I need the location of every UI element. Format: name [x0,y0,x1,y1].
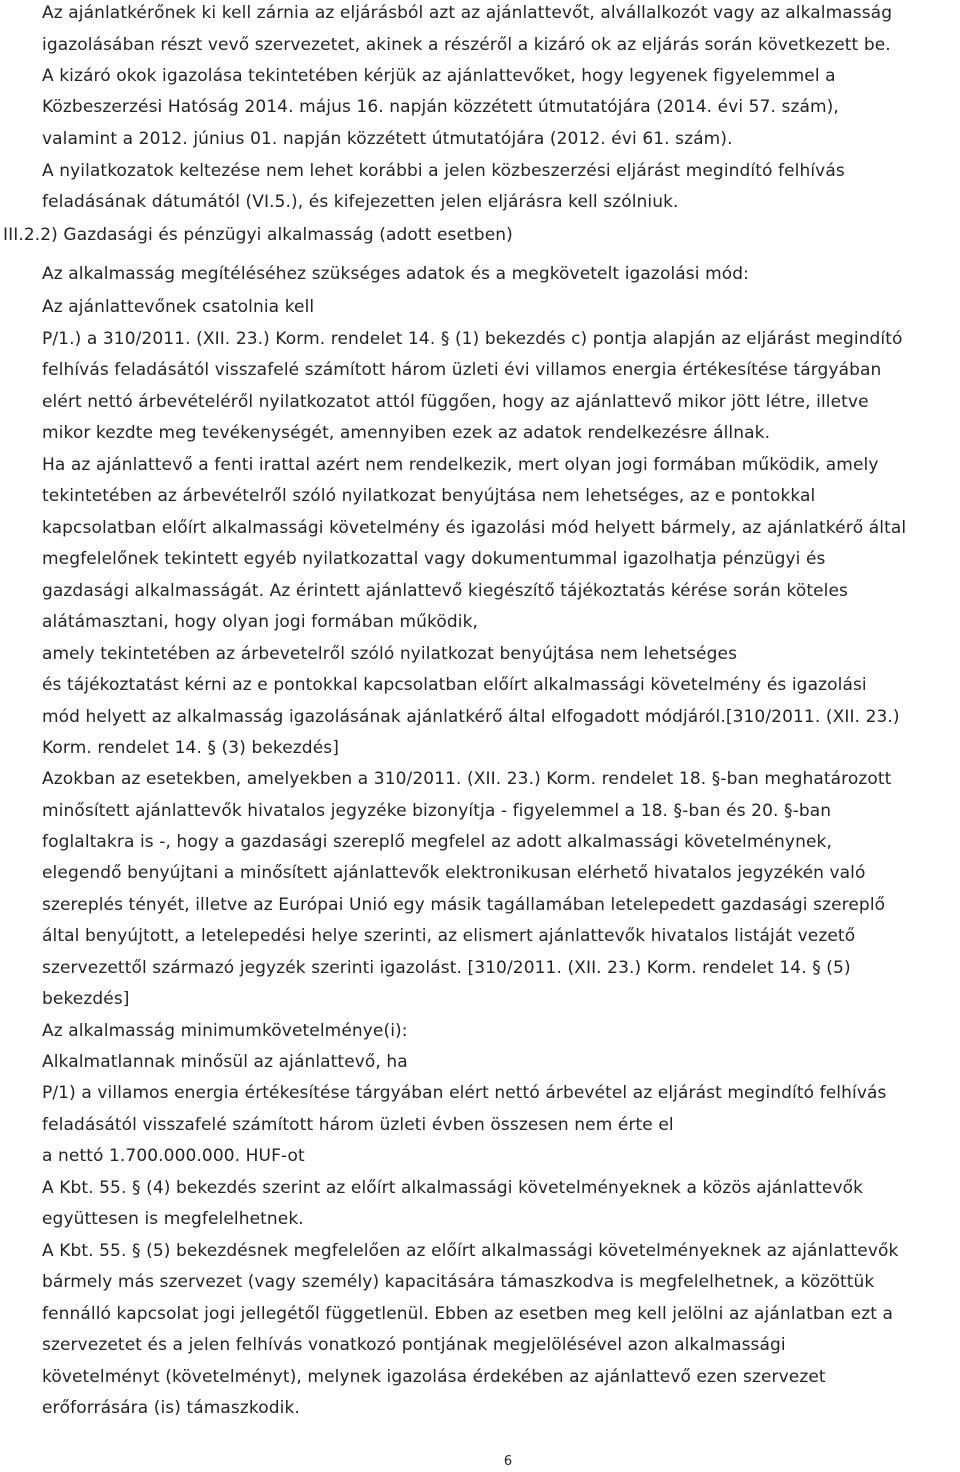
page-number: 6 [503,1454,513,1469]
text-line: feladásának dátumától (VI.5.), és kifejezetten jelen eljárásra kell szólniuk. [42,192,679,212]
text-line: Az alkalmasság minimumkövetelménye(i): [42,1021,408,1041]
text-line: felhívás feladásától visszafelé számított három üzleti évi villamos energia értékesítése tárgyában [42,360,882,380]
text-line: foglaltakra is -, hogy a gazdasági szereplő megfelel az adott alkalmassági követelménynek, [42,832,832,852]
text-line: Az alkalmasság megítéléséhez szükséges adatok és a megkövetelt igazolási mód: [42,264,749,284]
text-line: erőforrására (is) támaszkodik. [42,1398,300,1418]
text-line: A Kbt. 55. § (5) bekezdésnek megfelelően az előírt alkalmassági követelményeknek az ajánlattevők [42,1241,899,1261]
text-line: elegendő benyújtani a minősített ajánlattevők elektronikusan elérhető hivatalos jegyzékén való [42,863,866,883]
text-line: Az ajánlatkérőnek ki kell zárnia az eljárásból azt az ajánlattevőt, alvállalkozót vagy az alkalmasság [42,3,893,23]
text-line: által benyújtott, a letelepedési helye szerinti, az elismert ajánlattevők hivatalos listáját vezető [42,926,856,946]
text-line: Közbeszerzési Hatóság 2014. május 16. napján közzétett útmutatójára (2014. évi 57. szám), [42,97,839,117]
text-line: Ha az ajánlattevő a fenti irattal azért nem rendelkezik, mert olyan jogi formában működik, amely [42,455,879,475]
text-line: megfelelőnek tekintett egyéb nyilatkozattal vagy dokumentummal igazolhatja pénzügyi és [42,549,826,569]
text-line: mód helyett az alkalmasság igazolásának ajánlatkérő által elfogadott módjáról.[310/2011. (XII. 23.) [42,707,900,727]
text-line: Alkalmatlannak minősül az ajánlattevő, ha [42,1052,408,1072]
text-line: szervezettől származó jegyzék szerinti igazolást. [310/2011. (XII. 23.) Korm. rendelet 14. § (5) [42,958,851,978]
text-line: fennálló kapcsolat jogi jellegétől függetlenül. Ebben az esetben meg kell jelölni az ajánlatban ezt a [42,1304,894,1324]
text-line: Az ajánlattevőnek csatolnia kell [42,297,315,317]
text-line: gazdasági alkalmasságát. Az érintett ajánlattevő kiegészítő tájékoztatás kérése során köteles [42,581,848,601]
text-line: P/1.) a 310/2011. (XII. 23.) Korm. rendelet 14. § (1) bekezdés c) pontja alapján az eljárást megindító [42,329,903,349]
text-line: Azokban az esetekben, amelyekben a 310/2011. (XII. 23.) Korm. rendelet 18. §-ban meghatározott [42,769,892,789]
text-line: A kizáró okok igazolása tekintetében kérjük az ajánlattevőket, hogy legyenek figyelemmel a [42,66,836,86]
text-line: amely tekintetében az árbevetelről szóló nyilatkozat benyújtása nem lehetséges [42,644,738,664]
text-line: elért nettó árbevételéről nyilatkozatot attól függően, hogy az ajánlattevő mikor jött létre, illetve [42,392,869,412]
text-line: bekezdés] [42,989,130,1009]
text-line: kapcsolatban előírt alkalmassági követelmény és igazolási mód helyett bármely, az ajánlatkérő által [42,518,907,538]
text-line: Korm. rendelet 14. § (3) bekezdés] [42,738,339,758]
text-line: együttesen is megfelelhetnek. [42,1209,304,1229]
text-line: minősített ajánlattevők hivatalos jegyzéke bizonyítja - figyelemmel a 18. §-ban és 20. §-ban [42,801,832,821]
text-line: A nyilatkozatok keltezése nem lehet korábbi a jelen közbeszerzési eljárást megindító felhívás [42,161,845,181]
text-line: követelményt (követelményt), melynek igazolása érdekében az ajánlattevő ezen szervezet [42,1367,826,1387]
text-line: a nettó 1.700.000.000. HUF-ot [42,1146,305,1166]
text-line: tekintetében az árbevételről szóló nyilatkozat benyújtása nem lehetséges, az e pontokkal [42,486,816,506]
text-line: alátámasztani, hogy olyan jogi formában működik, [42,612,479,632]
text-line: valamint a 2012. június 01. napján közzétett útmutatójára (2012. évi 61. szám). [42,129,733,149]
text-line: szervezetet és a jelen felhívás vonatkozó pontjának megjelölésével azon alkalmassági [42,1335,786,1355]
text-line: szereplés tényét, illetve az Európai Unió egy másik tagállamában letelepedett gazdasági szereplő [42,895,886,915]
text-line: P/1) a villamos energia értékesítése tárgyában elért nettó árbevétel az eljárást megindító felhívás [42,1083,887,1103]
section-heading: III.2.2) Gazdasági és pénzügyi alkalmasság (adott esetben) [3,225,513,245]
text-line: bármely más szervezet (vagy személy) kapacitására támaszkodva is megfelelhetnek, a közöttük [42,1272,875,1292]
text-line: mikor kezdte meg tevékenységét, amennyiben ezek az adatok rendelkezésre állnak. [42,423,771,443]
text-line: feladásától visszafelé számított három üzleti évben összesen nem érte el [42,1115,674,1135]
text-line: és tájékoztatást kérni az e pontokkal kapcsolatban előírt alkalmassági követelmény és igazolási [42,675,867,695]
text-line: igazolásában részt vevő szervezetet, akinek a részéről a kizáró ok az eljárás során következett be. [42,35,891,55]
text-line: A Kbt. 55. § (4) bekezdés szerint az előírt alkalmassági követelményeknek a közös ajánlattevők [42,1178,864,1198]
